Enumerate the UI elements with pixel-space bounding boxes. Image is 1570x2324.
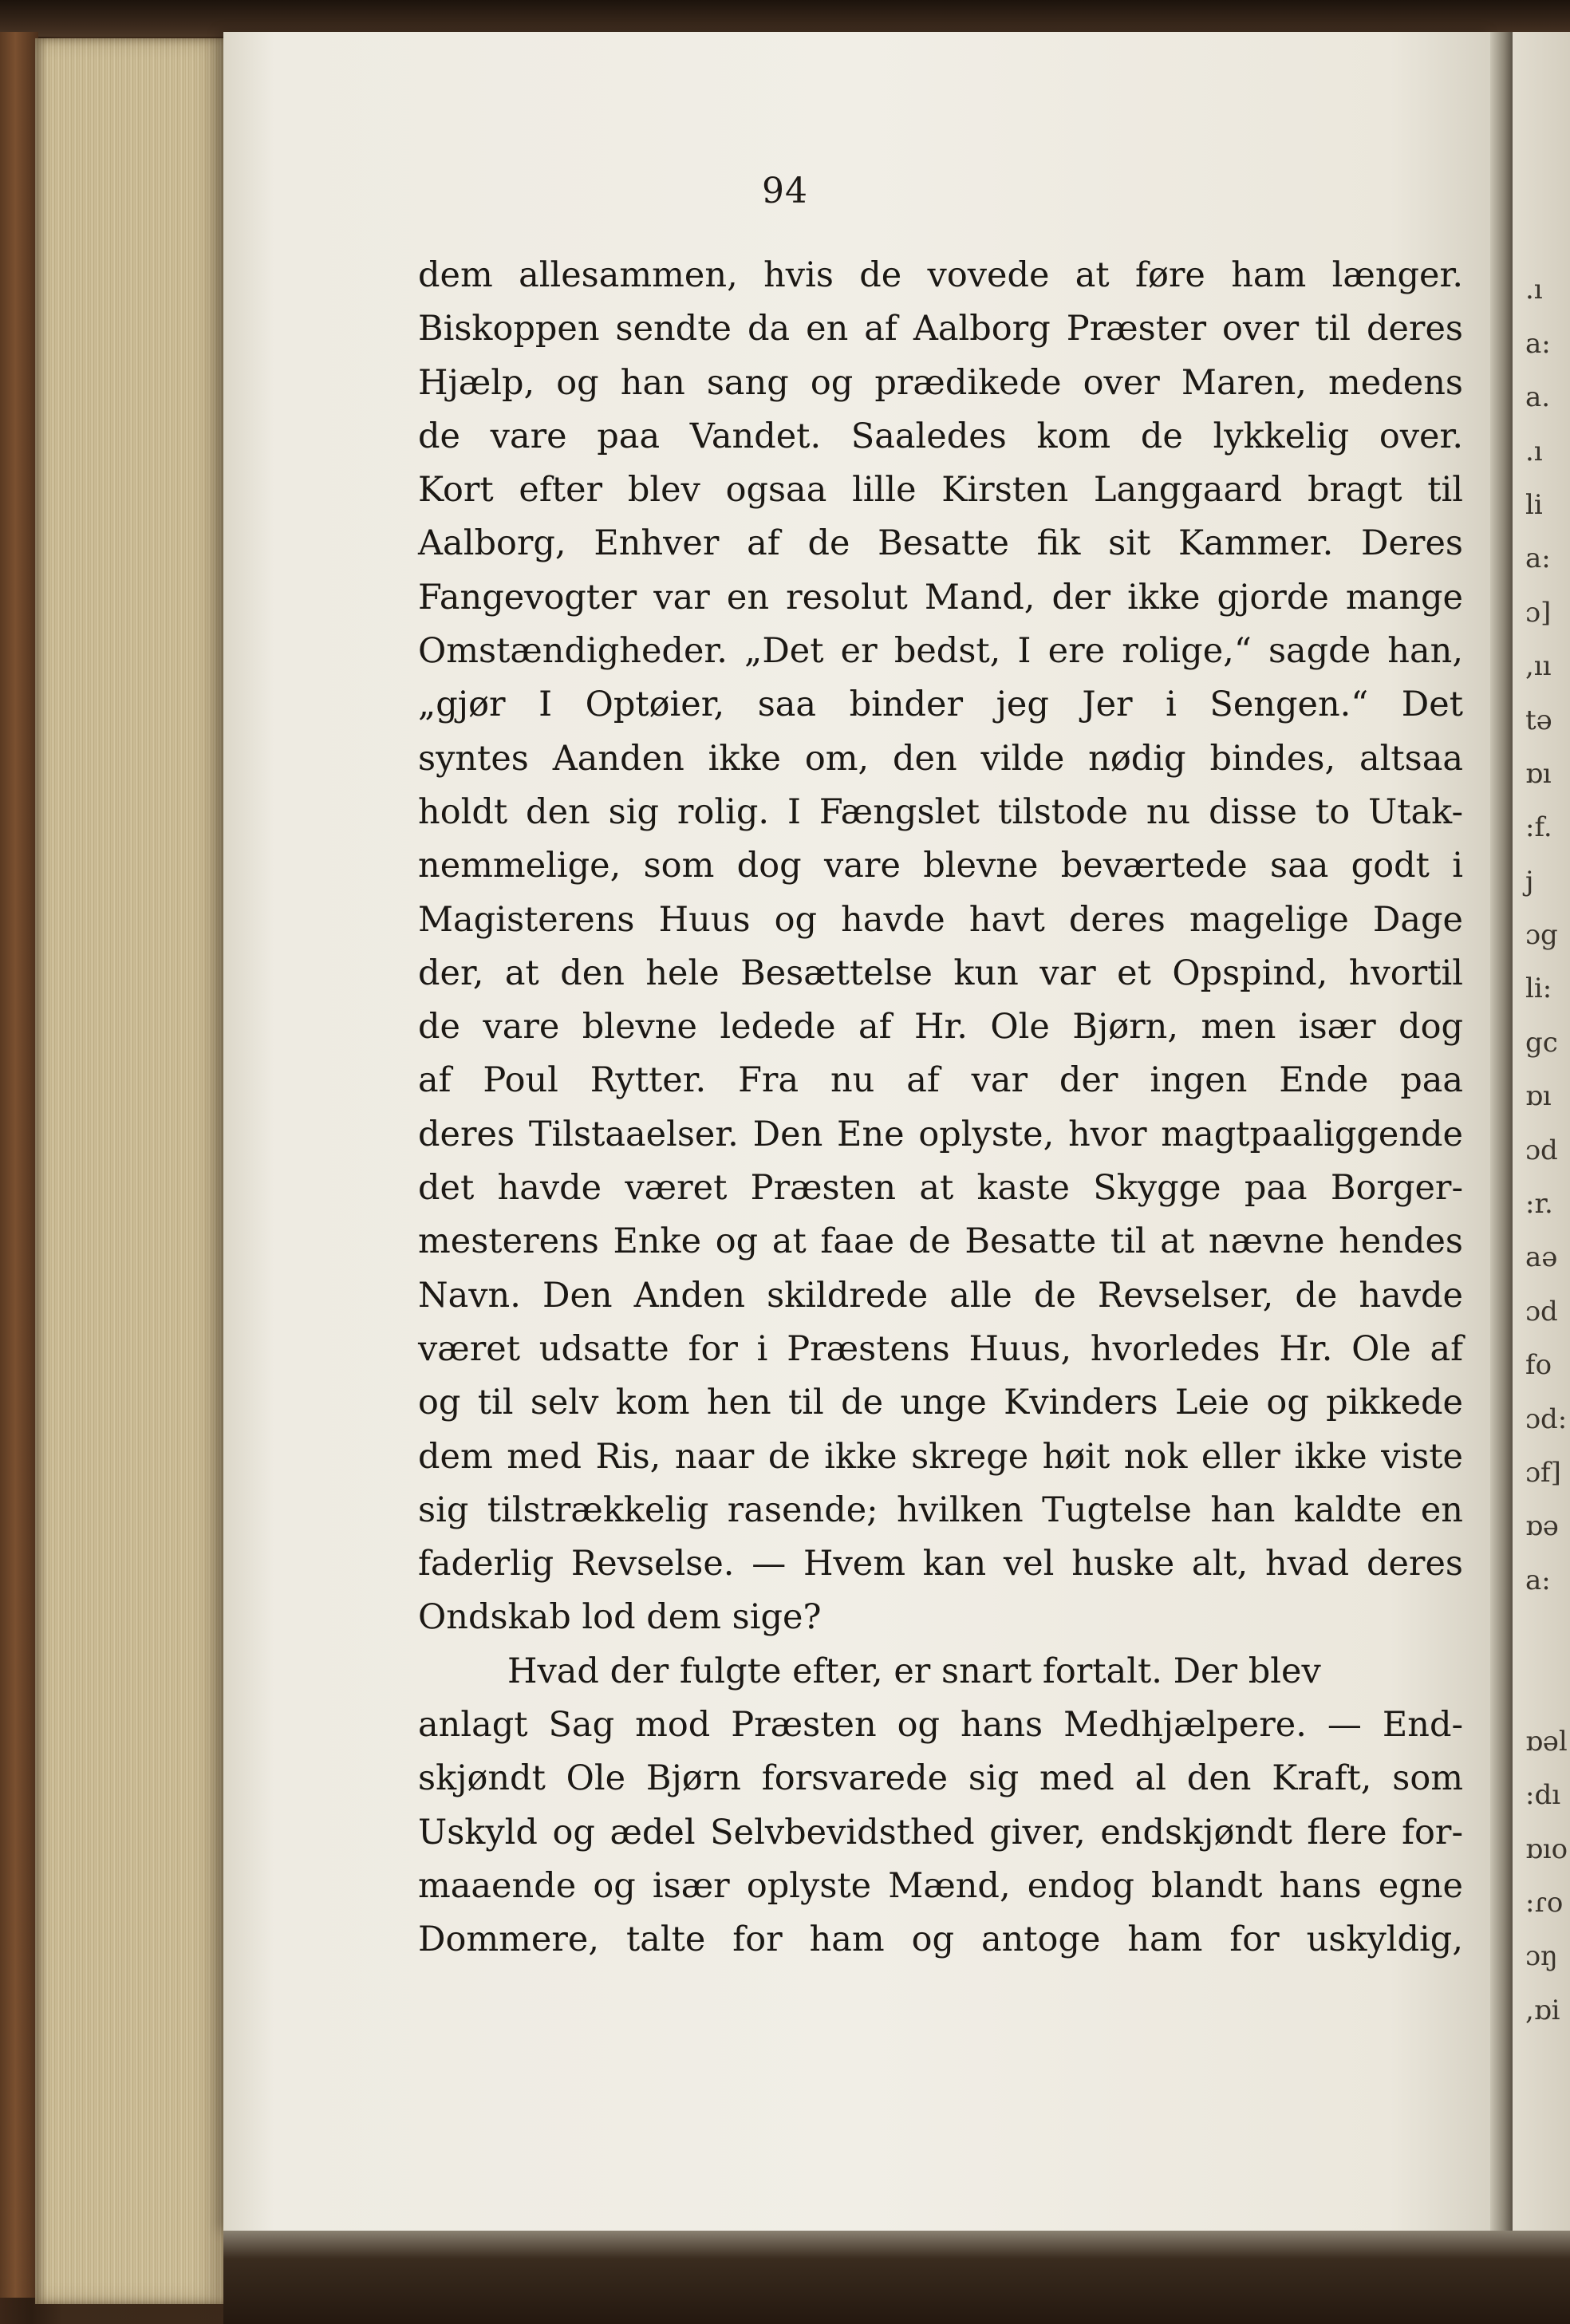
- facing-page-fragment: ɒı: [1525, 758, 1552, 790]
- facing-page-fragment: .ı: [1525, 274, 1543, 306]
- facing-page-fragment: ɔf]: [1525, 1457, 1561, 1489]
- text-line: Kort efter blev ogsaa lille Kirsten Langgaard bragt til: [418, 470, 1463, 511]
- facing-page-fragment: ɒə: [1525, 1510, 1559, 1542]
- facing-page-fragment: ɔd:: [1525, 1403, 1568, 1435]
- facing-page-fragment: .ı: [1525, 436, 1543, 468]
- text-line: anlagt Sag mod Præsten og hans Medhjælpere. — End-: [418, 1705, 1463, 1746]
- text-line: Uskyld og ædel Selvbevidsthed giver, endskjøndt flere for-: [418, 1812, 1463, 1852]
- facing-page-fragment: a:: [1525, 1564, 1551, 1596]
- facing-page-fragment: :dı: [1525, 1779, 1561, 1811]
- facing-page-fragment: :f.: [1525, 811, 1552, 843]
- text-line: Ondskab lod dem sige?: [418, 1597, 822, 1638]
- text-line: sig tilstrækkelig rasende; hvilken Tugtelse han kaldte en: [418, 1489, 1463, 1530]
- page-body-text: [418, 249, 1463, 1967]
- text-line: maaende og især oplyste Mænd, endog blandt hans egne: [418, 1865, 1463, 1906]
- facing-page-fragment: a:: [1525, 328, 1551, 360]
- text-line: „gjør I Optøier, saa binder jeg Jer i Sengen.“ Det: [418, 685, 1463, 725]
- book-gutter: [1490, 32, 1513, 2231]
- facing-page-fragment: ɒı: [1525, 1080, 1552, 1112]
- text-line: nemmelige, som dog vare blevne beværtede saa godt i: [418, 846, 1463, 886]
- facing-page-fragment: fo: [1525, 1349, 1552, 1381]
- facing-page-fragment: ɒıo: [1525, 1833, 1568, 1865]
- text-line: holdt den sig rolig. I Fængslet tilstode nu disse to Utak-: [418, 791, 1463, 832]
- page-number: 94: [762, 171, 808, 211]
- text-line: Hvad der fulgte efter, er snart fortalt. Der blev: [507, 1651, 1321, 1691]
- facing-page-fragment: :r.: [1525, 1188, 1553, 1220]
- text-line: Hjælp, og han sang og prædikede over Maren, medens: [418, 362, 1463, 403]
- text-line: skjøndt Ole Bjørn forsvarede sig med al den Kraft, som: [418, 1758, 1463, 1799]
- facing-page-fragment: a:: [1525, 543, 1551, 574]
- text-line: Dommere, talte for ham og antoge ham for uskyldig,: [418, 1920, 1463, 1960]
- text-line: Omstændigheder. „Det er bedst, I ere rolige,“ sagde han,: [418, 631, 1463, 672]
- text-line: Navn. Den Anden skildrede alle de Revselser, de havde: [418, 1275, 1463, 1316]
- facing-page-fragment: ɔd: [1525, 1134, 1558, 1166]
- text-line: af Poul Rytter. Fra nu af var der ingen Ende paa: [418, 1060, 1463, 1101]
- facing-page-fragment: ,ıı: [1525, 650, 1552, 682]
- facing-page-fragment: :ɾo: [1525, 1887, 1564, 1919]
- text-line: de vare paa Vandet. Saaledes kom de lykkelig over.: [418, 416, 1463, 456]
- text-line: dem allesammen, hvis de vovede at føre ham længer.: [418, 255, 1463, 295]
- text-line: faderlig Revselse. — Hvem kan vel huske alt, hvad deres: [418, 1544, 1463, 1584]
- facing-page-fragment: tə: [1525, 704, 1552, 736]
- facing-page-fragment: ɔd: [1525, 1296, 1558, 1328]
- facing-page-fragment: ɔg: [1525, 919, 1558, 951]
- text-line: der, at den hele Besættelse kun var et Opspind, hvortil: [418, 953, 1463, 993]
- facing-page-fragment: ɔ]: [1525, 597, 1552, 629]
- text-line: deres Tilstaaelser. Den Ene oplyste, hvor magtpaaliggende: [418, 1114, 1463, 1154]
- facing-page-fragment: ɔŋ: [1525, 1940, 1558, 1972]
- text-line: Fangevogter var en resolut Mand, der ikke gjorde mange: [418, 577, 1463, 617]
- text-line: syntes Aanden ikke om, den vilde nødig bindes, altsaa: [418, 738, 1463, 779]
- book-cover-edge: [0, 32, 38, 2298]
- facing-page-fragment: a.: [1525, 381, 1551, 413]
- facing-page-fragment: j: [1525, 866, 1534, 898]
- facing-page-fragment: li: [1525, 489, 1543, 521]
- page-edges: [35, 38, 227, 2304]
- facing-page-fragment: gc: [1525, 1027, 1558, 1059]
- book-bottom-shadow: [223, 2231, 1570, 2324]
- text-line: mesterens Enke og at faae de Besatte til at nævne hendes: [418, 1221, 1463, 1262]
- text-line: de vare blevne ledede af Hr. Ole Bjørn, men især dog: [418, 1007, 1463, 1048]
- text-line: og til selv kom hen til de unge Kvinders Leie og pikkede: [418, 1383, 1463, 1423]
- facing-page-fragment: aə: [1525, 1241, 1558, 1273]
- facing-page-fragment: li:: [1525, 973, 1552, 1004]
- text-line: det havde været Præsten at kaste Skygge paa Borger-: [418, 1168, 1463, 1209]
- facing-page-fragment: ɒəl: [1525, 1726, 1568, 1758]
- text-line: Biskoppen sendte da en af Aalborg Præster over til deres: [418, 309, 1463, 349]
- text-line: dem med Ris, naar de ikke skrege høit nok eller ikke viste: [418, 1436, 1463, 1477]
- text-line: Aalborg, Enhver af de Besatte fik sit Kammer. Deres: [418, 523, 1463, 564]
- facing-page-fragment: ,ɒi: [1525, 1995, 1560, 2026]
- text-line: været udsatte for i Præstens Huus, hvorledes Hr. Ole af: [418, 1328, 1463, 1369]
- text-line: Magisterens Huus og havde havt deres magelige Dage: [418, 899, 1463, 940]
